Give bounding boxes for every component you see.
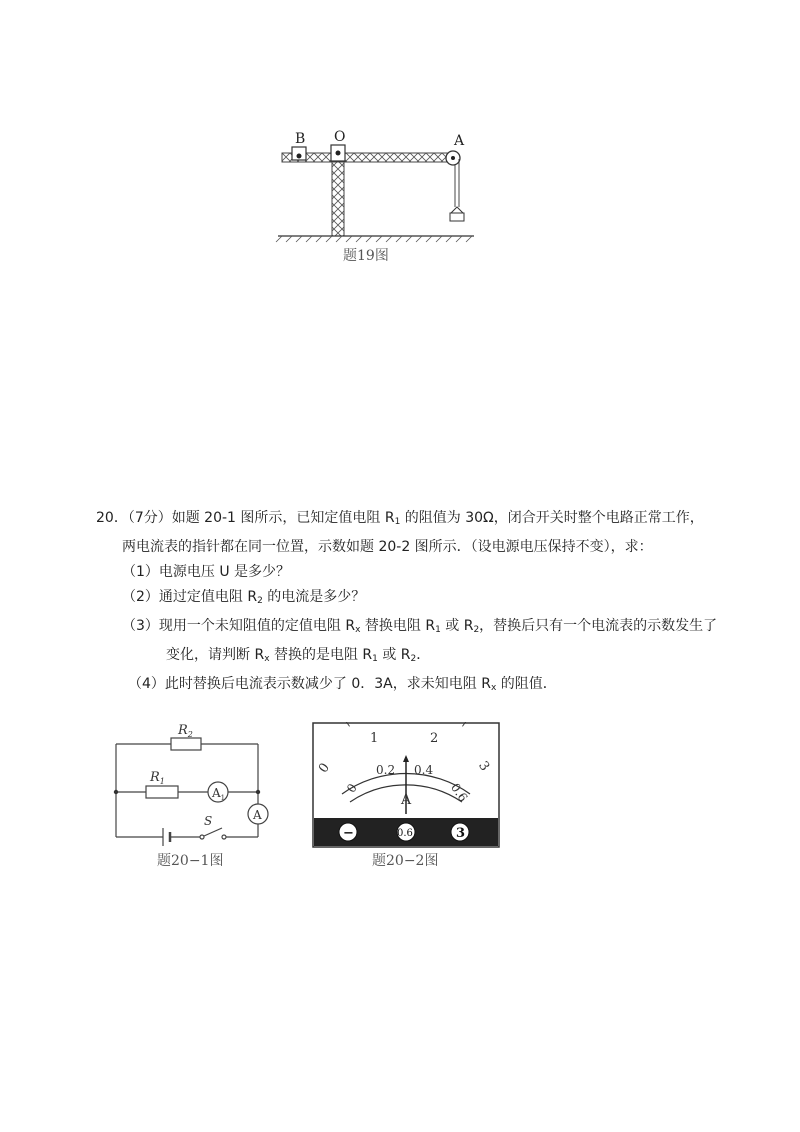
circuit-figure (108, 722, 278, 847)
a1-label: A (212, 786, 221, 800)
fig20-2-caption: 题20−2图 (372, 853, 439, 869)
lower-tick-0-4: 0.4 (414, 763, 434, 777)
sub-question-1: （1）电源电压 U 是多少？ (122, 564, 291, 580)
lower-tick-0-6: 0.6 (447, 780, 471, 805)
switch-label: S (204, 814, 213, 828)
upper-tick-3: 3 (475, 758, 493, 775)
fig20-1-caption: 题20−1图 (157, 853, 224, 869)
upper-tick-1: 1 (370, 731, 379, 746)
r2-label: R (178, 723, 188, 738)
terminal-3: 3 (456, 826, 466, 841)
sub-question-2: （2）通过定值电阻 $R_2$ 的电流是多少？ (122, 589, 366, 606)
crane-figure (270, 125, 480, 245)
r2-subscript: 2 (187, 730, 193, 739)
question-line-1: 20．（7分）如题 20-1 图所示，已知定值电阻 $R_1$ 的阻值为 30Ω，闭合开关时整个电路正常工作， (96, 510, 704, 527)
svg-text:R2 (177, 723, 193, 739)
fig19-caption: 题19图 (343, 248, 389, 264)
question-line-2: 两电流表的指针都在同一位置，示数如题 20-2 图所示．（设电源电压保持不变），求： (122, 539, 653, 555)
sub-question-3-cont: 变化，请判断 $R_x$ 替换的是电阻 $R_1$ 或 $R_2$． (166, 647, 431, 664)
svg-text:R1 (149, 770, 165, 786)
label-b: B (295, 131, 306, 147)
label-o: O (334, 129, 346, 145)
terminal-minus: − (343, 826, 354, 841)
r1-subscript: 1 (159, 777, 165, 786)
question-20 (96, 506, 736, 701)
label-a: A (454, 133, 465, 149)
ammeter-dial-figure (312, 722, 502, 852)
sub-question-3: （3）现用一个未知阻值的定值电阻 $R_x$ 替换电阻 $R_1$ 或 $R_2$，替换后只有一个电流表的示数发生了 (122, 618, 718, 635)
upper-tick-2: 2 (430, 731, 439, 746)
a1-subscript: 1 (220, 794, 226, 802)
a-label: A (253, 808, 262, 822)
lower-tick-0-2: 0.2 (376, 763, 396, 777)
upper-tick-0: 0 (315, 760, 334, 776)
terminal-0-6: 0.6 (397, 828, 413, 839)
r1-label: R (150, 770, 160, 785)
dial-unit: A (401, 792, 412, 808)
lower-tick-0: 0 (343, 781, 360, 796)
sub-question-4: （4）此时替换后电流表示数减少了 0．3A，求未知电阻 $R_x$ 的阻值． (128, 676, 557, 693)
